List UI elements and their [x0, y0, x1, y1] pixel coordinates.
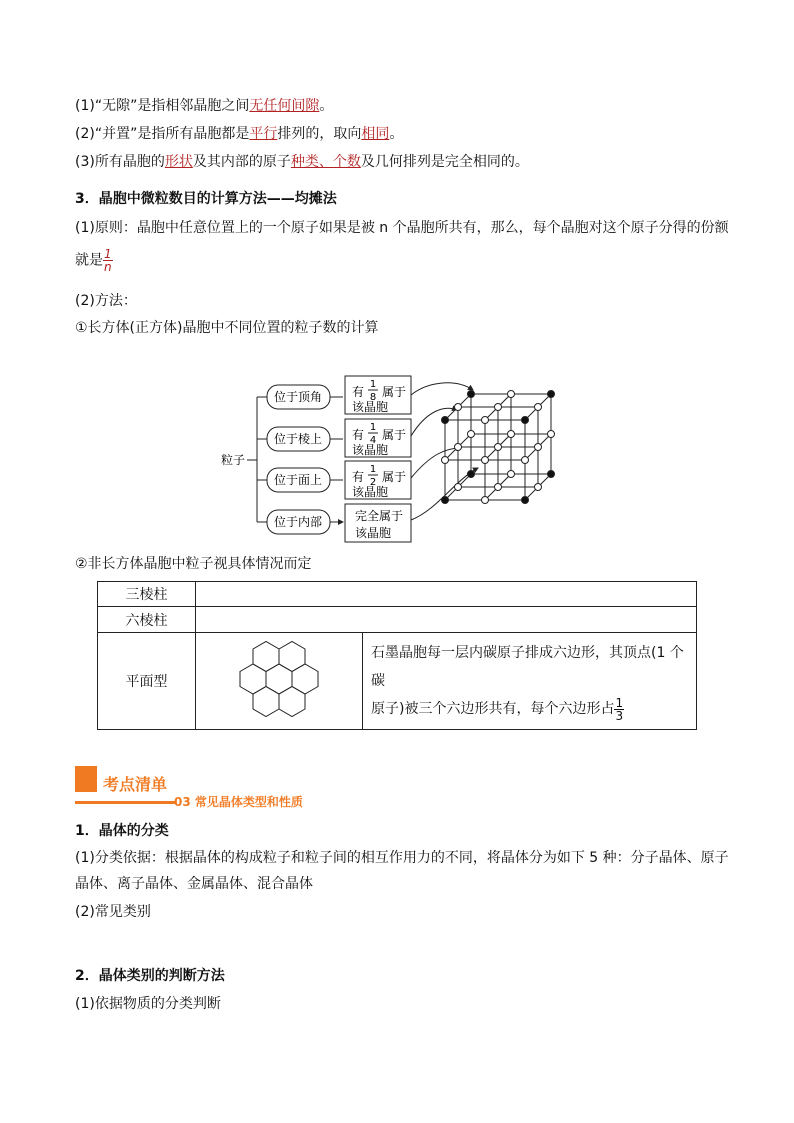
share3-pre: 有: [352, 470, 365, 484]
fraction-1-over-n: [103, 248, 113, 273]
classification-basis-1: (1)分类依据：根据晶体的构成粒子和粒子间的相互作用力的不同，将晶体分为如下 5 种：分子晶体、原子: [75, 850, 729, 866]
lattice-atom: [508, 391, 515, 398]
vertex-atom: [442, 417, 449, 424]
judge-title: 2．晶体类别的判断方法: [75, 968, 225, 984]
root-label: 粒子: [221, 453, 246, 467]
cube-lattice: [442, 391, 555, 504]
common-categories: (2)常见类别: [75, 904, 151, 920]
line1-end: 。: [319, 98, 334, 114]
lattice-atom: [482, 457, 489, 464]
graphite-hexagons: [229, 633, 329, 725]
vertex-atom: [522, 417, 529, 424]
lattice-atom: [495, 444, 502, 451]
hexagon: [253, 642, 279, 672]
banner-block: [75, 766, 97, 792]
vertex-atom: [442, 497, 449, 504]
banner-rule: [75, 801, 175, 804]
position-label-edge: 位于棱上: [273, 432, 323, 446]
hexagon: [279, 642, 305, 672]
line2-mid: 排列的，取向: [277, 126, 362, 142]
lattice-atom: [522, 457, 529, 464]
principle-end-text: 就是: [75, 252, 103, 269]
definition-line-2: [75, 124, 403, 144]
position-label-vertex: 位于顶角: [273, 390, 323, 404]
vertex-atom: [468, 391, 475, 398]
curve-arrow-edge: [411, 408, 457, 436]
method-item-1: ①长方体(正方体)晶胞中不同位置的粒子数的计算: [75, 320, 379, 336]
share3-den: 2: [369, 477, 377, 488]
share-box-1-2: [345, 461, 411, 499]
brace-lines: [247, 397, 267, 522]
position-box-face: [267, 468, 330, 492]
lattice-atom: [482, 417, 489, 424]
share1-num: 1: [369, 379, 377, 390]
line1-answer: 无任何间隙: [249, 98, 320, 114]
graphite-description: [363, 633, 697, 730]
share2-line2: 该晶胞: [352, 443, 389, 457]
lattice-atom: [535, 484, 542, 491]
principle-end: [75, 248, 113, 273]
banner-title: 考点清单: [103, 775, 168, 794]
prism-table: [97, 581, 697, 730]
position-box-edge: [267, 427, 330, 451]
row-label-planar: 平面型: [98, 633, 196, 730]
share3-num: 1: [369, 464, 377, 475]
lattice-atom: [482, 497, 489, 504]
vertex-atom: [522, 497, 529, 504]
classification-title: 1．晶体的分类: [75, 823, 169, 839]
share1-post: 属于: [382, 385, 407, 399]
connector-arrows: [330, 397, 343, 522]
line3-end: 及几何排列是完全相同的。: [360, 154, 529, 170]
hexagon: [266, 664, 292, 694]
unit-cell-diagram: [215, 370, 595, 545]
judge-item-1: (1)依据物质的分类判断: [75, 996, 221, 1012]
desc-line-2-text: 原子)被三个六边形共有，每个六边形占: [371, 701, 615, 717]
classification-basis-2: 晶体、离子晶体、金属晶体、混合晶体: [75, 876, 313, 892]
lattice-atom: [508, 431, 515, 438]
position-box-interior: [267, 510, 330, 534]
vertex-atom: [468, 471, 475, 478]
share2-den: 4: [369, 435, 377, 446]
hexagon-figure-cell: [196, 633, 363, 730]
line3-text: (3)所有晶胞的: [75, 154, 165, 170]
lattice-atom: [442, 457, 449, 464]
position-label-face: 位于面上: [273, 473, 323, 487]
line2-answer-1: 平行: [249, 126, 278, 142]
definition-line-3: [75, 152, 529, 172]
curve-arrow-vertex: [411, 383, 473, 395]
frac-den: n: [104, 260, 112, 274]
share-box-1-4: [345, 419, 411, 457]
hexagon: [292, 664, 318, 694]
lattice-atom: [455, 484, 462, 491]
row-content-triangular-prism: [196, 582, 697, 607]
banner-subtitle: 03 常见晶体类型和性质: [174, 795, 303, 809]
desc-line-1: 石墨晶胞每一层内碳原子排成六边形，其顶点(1 个碳: [371, 645, 684, 689]
principle-text: (1)原则：晶胞中任意位置上的一个原子如果是被 n 个晶胞所共有，那么，每个晶胞对这个原子分得的份额: [75, 220, 729, 236]
share4-line2: 该晶胞: [355, 526, 392, 540]
share4-post: 完全属于: [355, 509, 404, 523]
fraction-1-3: [614, 697, 624, 722]
definition-line-1: [75, 96, 333, 116]
frac-num: 1: [104, 247, 112, 261]
hexagon: [253, 687, 279, 717]
vertex-atom: [548, 471, 555, 478]
line3-answer-1: 形状: [164, 154, 193, 170]
row-label-triangular-prism: 三棱柱: [98, 582, 196, 607]
lattice-atom: [455, 444, 462, 451]
curve-arrow-face: [411, 448, 461, 478]
hexagon: [279, 687, 305, 717]
method-label: (2)方法：: [75, 293, 137, 309]
desc-frac-den: 3: [615, 708, 624, 723]
desc-frac-num: 1: [615, 695, 624, 710]
share-box-1-8: [345, 376, 411, 414]
section3-title: 3．晶胞中微粒数目的计算方法——均摊法: [75, 191, 337, 207]
share3-line2: 该晶胞: [352, 485, 389, 499]
share1-line2: 该晶胞: [352, 400, 389, 414]
lattice-atom: [468, 431, 475, 438]
line3-mid: 及其内部的原子: [192, 154, 291, 170]
share2-num: 1: [369, 422, 377, 433]
line2-text: (2)“并置”是指所有晶胞都是: [75, 126, 250, 142]
hexagon: [240, 664, 266, 694]
lattice-atom: [508, 471, 515, 478]
lattice-atom: [495, 484, 502, 491]
lattice-atom: [535, 444, 542, 451]
line3-answer-2: 种类、个数: [290, 154, 361, 170]
method-item-2: ②非长方体晶胞中粒子视具体情况而定: [75, 556, 312, 572]
lattice-atom: [495, 404, 502, 411]
lattice-atom: [548, 431, 555, 438]
share3-post: 属于: [382, 470, 407, 484]
row-label-hexagonal-prism: 六棱柱: [98, 607, 196, 633]
share-box-whole: [345, 504, 411, 542]
line1-text: (1)“无隙”是指相邻晶胞之间: [75, 98, 250, 114]
share2-post: 属于: [382, 428, 407, 442]
line2-answer-2: 相同: [361, 126, 390, 142]
desc-line-2: [371, 695, 688, 723]
lattice-atom: [455, 404, 462, 411]
vertex-atom: [548, 391, 555, 398]
lattice-atom: [535, 404, 542, 411]
share1-den: 8: [369, 392, 377, 403]
line2-end: 。: [389, 126, 404, 142]
position-box-vertex: [267, 385, 330, 409]
row-content-hexagonal-prism: [196, 607, 697, 633]
share2-pre: 有: [352, 428, 365, 442]
share1-pre: 有: [352, 385, 365, 399]
position-label-interior: 位于内部: [273, 515, 323, 529]
